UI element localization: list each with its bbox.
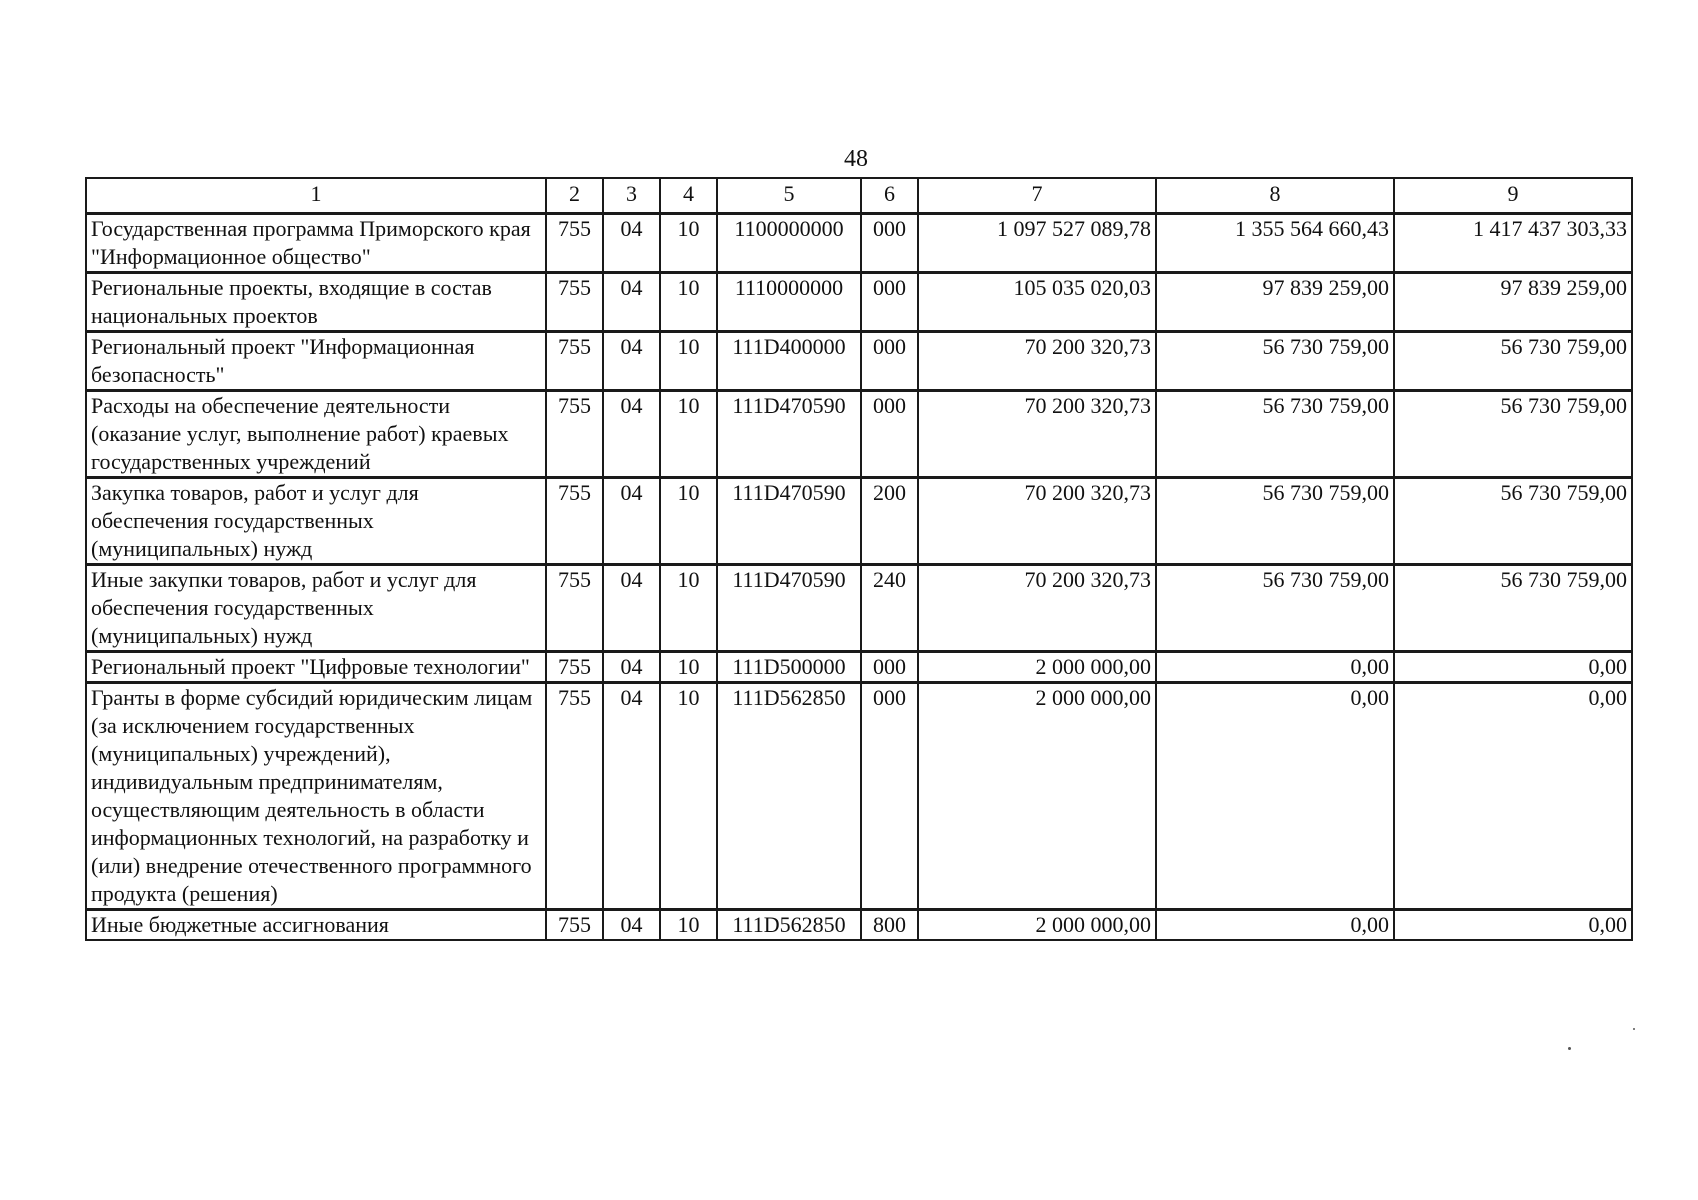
row-amount-9: 56 730 759,00 — [1394, 565, 1632, 652]
row-name: Государственная программа Приморского края "Информационное общество" — [86, 214, 546, 273]
row-code-3: 04 — [603, 683, 660, 910]
column-header-8: 8 — [1156, 178, 1394, 214]
row-code-4: 10 — [660, 910, 717, 941]
row-name: Гранты в форме субсидий юридическим лицам (за исключением государственных (муниципальных) учреждений), индивидуальным предпринимателям, осуществляющим деятельность в области информационных технологий, на разработку и (или) внедрение отечественного программного продукта (решения) — [86, 683, 546, 910]
table-row — [86, 683, 1632, 910]
column-header-9: 9 — [1394, 178, 1632, 214]
row-amount-9: 97 839 259,00 — [1394, 273, 1632, 332]
row-amount-8: 56 730 759,00 — [1156, 478, 1394, 565]
row-name: Закупка товаров, работ и услуг для обеспечения государственных (муниципальных) нужд — [86, 478, 546, 565]
row-code-5: 111D470590 — [717, 565, 861, 652]
column-header-4: 4 — [660, 178, 717, 214]
row-code-6: 800 — [861, 910, 918, 941]
column-header-6: 6 — [861, 178, 918, 214]
row-amount-8: 0,00 — [1156, 652, 1394, 683]
row-amount-7: 70 200 320,73 — [918, 391, 1156, 478]
row-code-2: 755 — [546, 391, 603, 478]
row-code-4: 10 — [660, 214, 717, 273]
row-code-3: 04 — [603, 214, 660, 273]
row-amount-9: 0,00 — [1394, 652, 1632, 683]
row-code-4: 10 — [660, 478, 717, 565]
row-code-3: 04 — [603, 565, 660, 652]
row-code-5: 111D400000 — [717, 332, 861, 391]
budget-table — [85, 177, 1633, 941]
row-code-2: 755 — [546, 652, 603, 683]
row-amount-8: 0,00 — [1156, 910, 1394, 941]
row-code-5: 111D500000 — [717, 652, 861, 683]
row-name: Иные бюджетные ассигнования — [86, 910, 546, 941]
row-name: Региональный проект "Цифровые технологии" — [86, 652, 546, 683]
row-code-3: 04 — [603, 332, 660, 391]
row-code-4: 10 — [660, 332, 717, 391]
row-amount-7: 2 000 000,00 — [918, 683, 1156, 910]
row-amount-7: 2 000 000,00 — [918, 910, 1156, 941]
row-code-6: 000 — [861, 332, 918, 391]
row-code-5: 111D562850 — [717, 910, 861, 941]
row-code-5: 111D562850 — [717, 683, 861, 910]
column-header-2: 2 — [546, 178, 603, 214]
row-code-2: 755 — [546, 478, 603, 565]
table-row — [86, 910, 1632, 941]
row-code-2: 755 — [546, 332, 603, 391]
table-row — [86, 214, 1632, 273]
row-amount-9: 56 730 759,00 — [1394, 332, 1632, 391]
row-amount-7: 105 035 020,03 — [918, 273, 1156, 332]
row-code-5: 111D470590 — [717, 478, 861, 565]
row-code-4: 10 — [660, 273, 717, 332]
row-code-3: 04 — [603, 273, 660, 332]
column-header-1: 1 — [86, 178, 546, 214]
scan-speck — [1568, 1047, 1571, 1050]
row-amount-8: 1 355 564 660,43 — [1156, 214, 1394, 273]
row-code-5: 1110000000 — [717, 273, 861, 332]
row-code-3: 04 — [603, 652, 660, 683]
row-amount-9: 0,00 — [1394, 910, 1632, 941]
row-code-6: 000 — [861, 214, 918, 273]
row-amount-8: 97 839 259,00 — [1156, 273, 1394, 332]
row-code-6: 000 — [861, 683, 918, 910]
table-row — [86, 273, 1632, 332]
row-amount-8: 56 730 759,00 — [1156, 391, 1394, 478]
row-amount-7: 70 200 320,73 — [918, 565, 1156, 652]
row-code-2: 755 — [546, 683, 603, 910]
row-amount-9: 56 730 759,00 — [1394, 478, 1632, 565]
column-header-3: 3 — [603, 178, 660, 214]
row-amount-8: 0,00 — [1156, 683, 1394, 910]
row-code-5: 111D470590 — [717, 391, 861, 478]
table-row — [86, 652, 1632, 683]
row-amount-8: 56 730 759,00 — [1156, 565, 1394, 652]
table-row — [86, 332, 1632, 391]
row-code-6: 000 — [861, 391, 918, 478]
row-code-2: 755 — [546, 565, 603, 652]
row-code-6: 240 — [861, 565, 918, 652]
row-name: Расходы на обеспечение деятельности (оказание услуг, выполнение работ) краевых государственных учреждений — [86, 391, 546, 478]
row-amount-7: 70 200 320,73 — [918, 332, 1156, 391]
row-amount-7: 70 200 320,73 — [918, 478, 1156, 565]
row-amount-9: 0,00 — [1394, 683, 1632, 910]
column-header-7: 7 — [918, 178, 1156, 214]
row-amount-9: 1 417 437 303,33 — [1394, 214, 1632, 273]
row-amount-7: 1 097 527 089,78 — [918, 214, 1156, 273]
row-code-6: 200 — [861, 478, 918, 565]
table-row — [86, 565, 1632, 652]
page-number: 48 — [844, 146, 868, 172]
row-code-2: 755 — [546, 910, 603, 941]
row-code-4: 10 — [660, 391, 717, 478]
row-amount-8: 56 730 759,00 — [1156, 332, 1394, 391]
row-name: Иные закупки товаров, работ и услуг для обеспечения государственных (муниципальных) нужд — [86, 565, 546, 652]
row-name: Региональные проекты, входящие в состав национальных проектов — [86, 273, 546, 332]
row-code-6: 000 — [861, 652, 918, 683]
row-code-2: 755 — [546, 214, 603, 273]
scan-speck — [1633, 1028, 1635, 1030]
column-header-5: 5 — [717, 178, 861, 214]
row-name: Региональный проект "Информационная безопасность" — [86, 332, 546, 391]
row-amount-9: 56 730 759,00 — [1394, 391, 1632, 478]
table-row — [86, 391, 1632, 478]
row-code-3: 04 — [603, 391, 660, 478]
row-code-4: 10 — [660, 652, 717, 683]
row-code-3: 04 — [603, 478, 660, 565]
row-code-4: 10 — [660, 683, 717, 910]
row-code-2: 755 — [546, 273, 603, 332]
row-code-5: 1100000000 — [717, 214, 861, 273]
header-row — [86, 178, 1632, 214]
row-code-6: 000 — [861, 273, 918, 332]
row-code-4: 10 — [660, 565, 717, 652]
table-row — [86, 478, 1632, 565]
row-code-3: 04 — [603, 910, 660, 941]
row-amount-7: 2 000 000,00 — [918, 652, 1156, 683]
